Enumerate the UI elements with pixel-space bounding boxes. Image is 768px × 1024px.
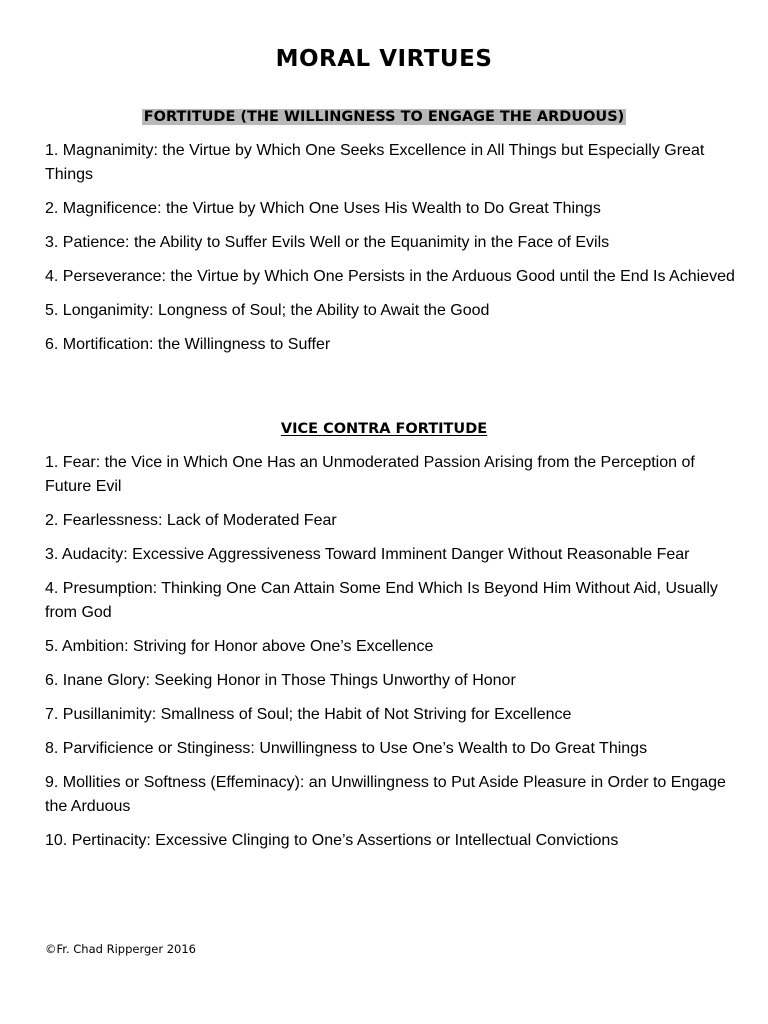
list-item: 9. Mollities or Softness (Effeminacy): an Unwillingness to Put Aside Pleasure in Order to Engage the Arduous [45, 774, 726, 815]
list-item: 10. Pertinacity: Excessive Clinging to One’s Assertions or Intellectual Convictions [45, 832, 619, 849]
list-item: 7. Pusillanimity: Smallness of Soul; the Habit of Not Striving for Excellence [45, 706, 572, 723]
list-item: 8. Parvificience or Stinginess: Unwillingness to Use One’s Wealth to Do Great Things [45, 740, 648, 757]
underlined-heading-text: VICE CONTRA FORTITUDE [280, 421, 488, 437]
highlighted-heading-text: FORTITUDE (THE WILLINGNESS TO ENGAGE THE ARDUOUS) [143, 109, 625, 125]
section-heading-vice [0, 419, 768, 439]
list-item: 4. Perseverance: the Virtue by Which One Persists in the Arduous Good until the End Is Achieved [45, 268, 735, 285]
list-item: 5. Ambition: Striving for Honor above One’s Excellence [45, 638, 434, 655]
section-heading-fortitude [0, 107, 768, 127]
list-item: 2. Magnificence: the Virtue by Which One Uses His Wealth to Do Great Things [45, 200, 601, 217]
list-item: 2. Fearlessness: Lack of Moderated Fear [45, 512, 337, 529]
list-item: 6. Mortification: the Willingness to Suffer [45, 336, 331, 353]
vice-list [45, 451, 735, 863]
copyright-footer: ©Fr. Chad Ripperger 2016 [45, 942, 196, 956]
list-item: 3. Patience: the Ability to Suffer Evils Well or the Equanimity in the Face of Evils [45, 234, 610, 251]
virtue-list [45, 139, 735, 367]
page-title: MORAL VIRTUES [275, 46, 493, 72]
list-item: 6. Inane Glory: Seeking Honor in Those Things Unworthy of Honor [45, 672, 516, 689]
list-item: 5. Longanimity: Longness of Soul; the Ability to Await the Good [45, 302, 490, 319]
list-item: 3. Audacity: Excessive Aggressiveness Toward Imminent Danger Without Reasonable Fear [45, 546, 690, 563]
list-item: 4. Presumption: Thinking One Can Attain Some End Which Is Beyond Him Without Aid, Usually from God [45, 580, 718, 621]
list-item: 1. Fear: the Vice in Which One Has an Unmoderated Passion Arising from the Perception of Future Evil [45, 454, 695, 495]
list-item: 1. Magnanimity: the Virtue by Which One Seeks Excellence in All Things but Especially Great Things [45, 142, 705, 183]
